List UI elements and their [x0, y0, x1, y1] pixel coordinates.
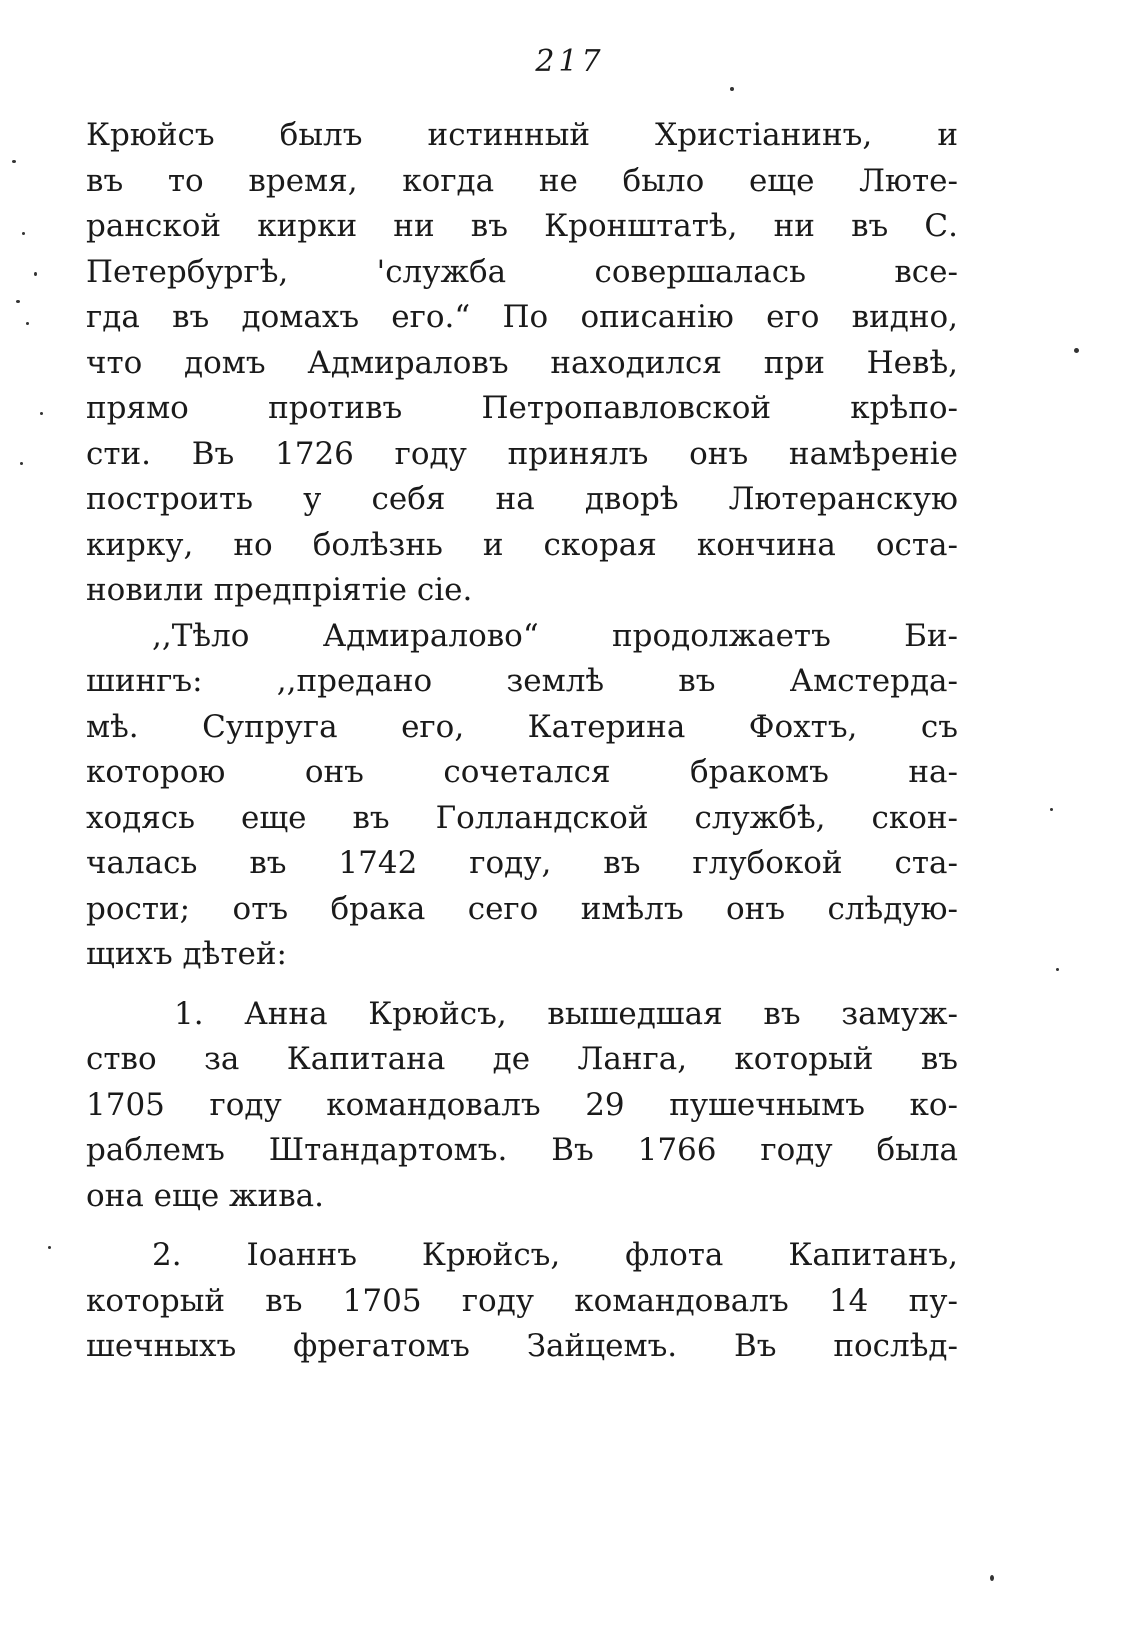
body-text	[86, 113, 958, 1370]
text-line: что домъ Адмираловъ находился при Невѣ,	[86, 344, 958, 381]
text-line: ранской кирки ни въ Кронштатѣ, ни въ С.	[86, 208, 958, 244]
text-line: сти. Въ 1726 году принялъ онъ намѣреніе	[86, 435, 958, 472]
text-line: гда въ домахъ его.“ По описанію его видно,	[86, 299, 958, 335]
text-line: въ то время, когда не было еще Люте-	[86, 162, 958, 199]
text-line: 1705 году командовалъ 29 пушечнымъ ко-	[86, 1086, 958, 1123]
text-line: шингъ: ,,предано землѣ въ Амстерда-	[86, 663, 958, 699]
text-line: ,,Тѣло Адмиралово“ продолжаетъ Би-	[152, 617, 958, 654]
text-line: новили предпріятіе сіе.	[86, 572, 473, 608]
scan-speck	[730, 87, 734, 91]
scan-speck	[16, 300, 20, 303]
text-line: который въ 1705 году командовалъ 14 пу-	[86, 1282, 958, 1319]
text-line: рости; отъ брака сего имѣлъ онъ слѣдую-	[86, 890, 958, 927]
paragraph-1	[86, 113, 958, 614]
text-line: которою онъ сочетался бракомъ на-	[86, 754, 958, 790]
text-line: ство за Капитана де Ланга, который въ	[86, 1041, 958, 1077]
scan-speck	[48, 1246, 51, 1249]
text-line: раблемъ Штандартомъ. Въ 1766 году была	[86, 1132, 958, 1168]
text-line: прямо противъ Петропавловской крѣпо-	[86, 390, 958, 426]
scan-speck	[12, 160, 16, 163]
page-number: 217	[535, 44, 605, 79]
scan-speck	[1050, 808, 1053, 811]
paragraph-3	[86, 992, 958, 1220]
text-line: ходясь еще въ Голландской службѣ, скон-	[86, 799, 958, 836]
scan-speck	[26, 322, 29, 325]
paragraph-2	[86, 614, 958, 978]
scan-speck	[34, 272, 37, 276]
text-line: кирку, но болѣзнь и скорая кончина оста-	[86, 526, 958, 563]
scan-speck	[1074, 348, 1079, 353]
text-line: 2. Іоаннъ Крюйсъ, флота Капитанъ,	[152, 1237, 958, 1273]
scan-speck	[20, 462, 23, 465]
text-line: мѣ. Супруга его, Катерина Фохтъ, съ	[86, 708, 958, 745]
text-line: Крюйсъ былъ истинный Христіанинъ, и	[86, 117, 958, 153]
scan-speck	[990, 1575, 994, 1581]
scan-speck	[1056, 968, 1059, 971]
paragraph-gap	[86, 1219, 958, 1233]
scan-speck	[22, 232, 25, 235]
scan-speck	[40, 412, 43, 415]
paragraph-gap	[86, 978, 958, 992]
text-line: щихъ дѣтей:	[86, 936, 287, 972]
text-line: 1. Анна Крюйсъ, вышедшая въ замуж-	[174, 995, 958, 1032]
text-line: шечныхъ фрегатомъ Зайцемъ. Въ послѣд-	[86, 1328, 958, 1364]
paragraph-4	[86, 1233, 958, 1370]
text-line: построить у себя на дворѣ Лютеранскую	[86, 481, 958, 517]
text-line: Петербургѣ, 'служба совершалась все-	[86, 253, 958, 290]
text-line: чалась въ 1742 году, въ глубокой ста-	[86, 845, 958, 881]
text-line: она еще жива.	[86, 1177, 324, 1214]
